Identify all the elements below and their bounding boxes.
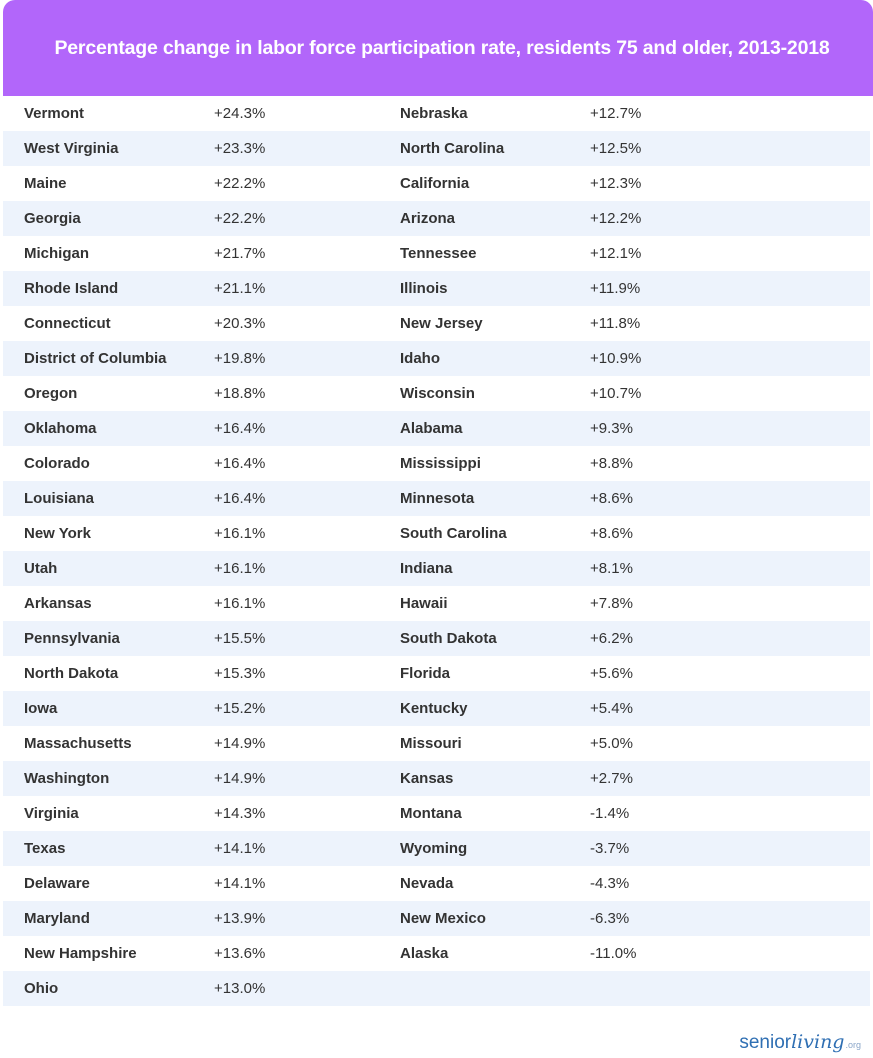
state-value-left: +14.1% (214, 875, 266, 892)
state-name-right: Hawaii (400, 595, 448, 612)
state-name-left: Louisiana (24, 490, 95, 507)
table-row (3, 866, 870, 901)
state-name-right: South Dakota (400, 630, 497, 647)
state-value-left: +21.1% (214, 280, 266, 297)
state-value-left: +16.4% (214, 455, 266, 472)
state-name-left: Virginia (24, 805, 79, 822)
state-name-right: New Jersey (400, 315, 483, 332)
state-name-left: Arkansas (24, 595, 92, 612)
state-value-right: +11.8% (590, 315, 641, 332)
state-value-left: +16.4% (214, 490, 266, 507)
state-name-left: Vermont (24, 105, 85, 122)
state-name-right: North Carolina (400, 140, 505, 157)
table-row (3, 936, 870, 971)
table-row (3, 166, 870, 201)
state-name-left: Ohio (24, 980, 59, 997)
table-row (3, 586, 870, 621)
state-value-right: +9.3% (590, 420, 633, 437)
state-name-left: New York (24, 525, 91, 542)
table-row (3, 131, 870, 166)
table-row (3, 831, 870, 866)
state-value-right: +8.8% (590, 455, 633, 472)
state-value-left: +14.1% (214, 840, 266, 857)
table-row (3, 481, 870, 516)
state-value-right: +5.0% (590, 735, 633, 752)
state-value-right: +12.5% (590, 140, 642, 157)
state-value-left: +14.3% (214, 805, 266, 822)
state-name-left: Oregon (24, 385, 78, 402)
state-name-right: Alaska (400, 945, 449, 962)
state-name-left: Rhode Island (24, 280, 119, 297)
state-name-right: Florida (400, 665, 451, 682)
table-header-banner (3, 0, 873, 96)
state-name-left: Massachusetts (24, 735, 132, 752)
state-value-right: -6.3% (590, 910, 630, 927)
state-value-right: +5.6% (590, 665, 633, 682)
state-value-right: +12.7% (590, 105, 642, 122)
state-value-right: +10.9% (590, 350, 642, 367)
state-value-left: +13.9% (214, 910, 266, 927)
state-value-left: +15.5% (214, 630, 266, 647)
state-value-left: +22.2% (214, 175, 266, 192)
state-value-left: +14.9% (214, 735, 266, 752)
state-value-left: +19.8% (214, 350, 266, 367)
table-row (3, 761, 870, 796)
state-name-right: Nebraska (400, 105, 468, 122)
state-value-left: +20.3% (214, 315, 266, 332)
state-name-right: Indiana (400, 560, 453, 577)
table-row (3, 376, 870, 411)
table-row (3, 796, 870, 831)
state-value-right: +11.9% (590, 280, 641, 297)
state-name-left: Connecticut (24, 315, 111, 332)
state-value-left: +13.0% (214, 980, 266, 997)
state-value-right: -11.0% (590, 945, 637, 962)
state-value-left: +14.9% (214, 770, 266, 787)
table-row (3, 341, 870, 376)
table-row (3, 691, 870, 726)
state-name-left: Utah (24, 560, 58, 577)
state-value-right: -1.4% (590, 805, 630, 822)
state-value-left: +23.3% (214, 140, 266, 157)
state-name-right: Kansas (400, 770, 454, 787)
state-value-right: +8.6% (590, 490, 633, 507)
state-name-left: Colorado (24, 455, 90, 472)
state-value-left: +22.2% (214, 210, 266, 227)
state-value-right: +10.7% (590, 385, 642, 402)
logo-text-senior: senior (739, 1032, 792, 1053)
logo-text-org: .org (845, 1040, 861, 1050)
table-row (3, 516, 870, 551)
state-name-left: Oklahoma (24, 420, 97, 437)
state-name-left: Delaware (24, 875, 90, 892)
state-name-right: Montana (400, 805, 462, 822)
state-name-left: North Dakota (24, 665, 119, 682)
page-title: Percentage change in labor force participation rate, residents 75 and older, 2013-2018 (54, 36, 830, 59)
table-row (3, 96, 870, 131)
state-value-right: +12.1% (590, 245, 642, 262)
state-name-right: Wyoming (400, 840, 468, 857)
state-name-left: Maryland (24, 910, 90, 927)
state-name-right: Minnesota (400, 490, 475, 507)
state-name-left: Georgia (24, 210, 81, 227)
state-name-left: Texas (24, 840, 66, 857)
state-name-left: Michigan (24, 245, 90, 262)
state-name-right: Kentucky (400, 700, 468, 717)
state-value-left: +13.6% (214, 945, 266, 962)
state-name-right: Illinois (400, 280, 448, 297)
state-name-right: California (400, 175, 470, 192)
table-row (3, 621, 870, 656)
state-name-left: New Hampshire (24, 945, 137, 962)
table-row (3, 201, 870, 236)
table-row (3, 446, 870, 481)
state-name-left: Iowa (24, 700, 58, 717)
state-name-left: West Virginia (24, 140, 119, 157)
state-value-right: +12.3% (590, 175, 642, 192)
state-value-left: +16.1% (214, 560, 266, 577)
state-name-left: Washington (24, 770, 110, 787)
table-row (3, 306, 870, 341)
seniorliving-logo (739, 1031, 861, 1054)
table-row (3, 971, 870, 1006)
state-value-left: +16.1% (214, 595, 266, 612)
state-value-right: +8.1% (590, 560, 633, 577)
state-value-right: -3.7% (590, 840, 630, 857)
state-value-left: +15.3% (214, 665, 266, 682)
state-value-left: +15.2% (214, 700, 266, 717)
state-name-right: South Carolina (400, 525, 507, 542)
state-name-right: Missouri (400, 735, 462, 752)
state-value-right: +5.4% (590, 700, 633, 717)
state-value-left: +24.3% (214, 105, 266, 122)
state-value-right: +6.2% (590, 630, 633, 647)
state-name-left: Pennsylvania (24, 630, 120, 647)
table-row (3, 411, 870, 446)
table-row (3, 236, 870, 271)
state-name-right: Mississippi (400, 455, 481, 472)
state-value-right: -4.3% (590, 875, 630, 892)
state-table (3, 96, 870, 1006)
state-name-right: Idaho (400, 350, 440, 367)
table-row (3, 551, 870, 586)
state-value-right: +7.8% (590, 595, 633, 612)
logo-text-living: living (791, 1031, 845, 1053)
state-value-right: +8.6% (590, 525, 633, 542)
state-value-left: +18.8% (214, 385, 266, 402)
state-value-left: +21.7% (214, 245, 266, 262)
state-name-right: Tennessee (400, 245, 477, 262)
state-value-right: +2.7% (590, 770, 633, 787)
state-name-right: Arizona (400, 210, 456, 227)
state-name-right: New Mexico (400, 910, 486, 927)
state-name-right: Wisconsin (400, 385, 475, 402)
state-name-left: Maine (24, 175, 67, 192)
table-row (3, 726, 870, 761)
state-name-right: Nevada (400, 875, 454, 892)
table-row (3, 656, 870, 691)
state-name-right: Alabama (400, 420, 463, 437)
state-name-left: District of Columbia (24, 350, 167, 367)
table-row (3, 271, 870, 306)
state-value-left: +16.4% (214, 420, 266, 437)
state-value-left: +16.1% (214, 525, 266, 542)
table-row (3, 901, 870, 936)
state-value-right: +12.2% (590, 210, 642, 227)
